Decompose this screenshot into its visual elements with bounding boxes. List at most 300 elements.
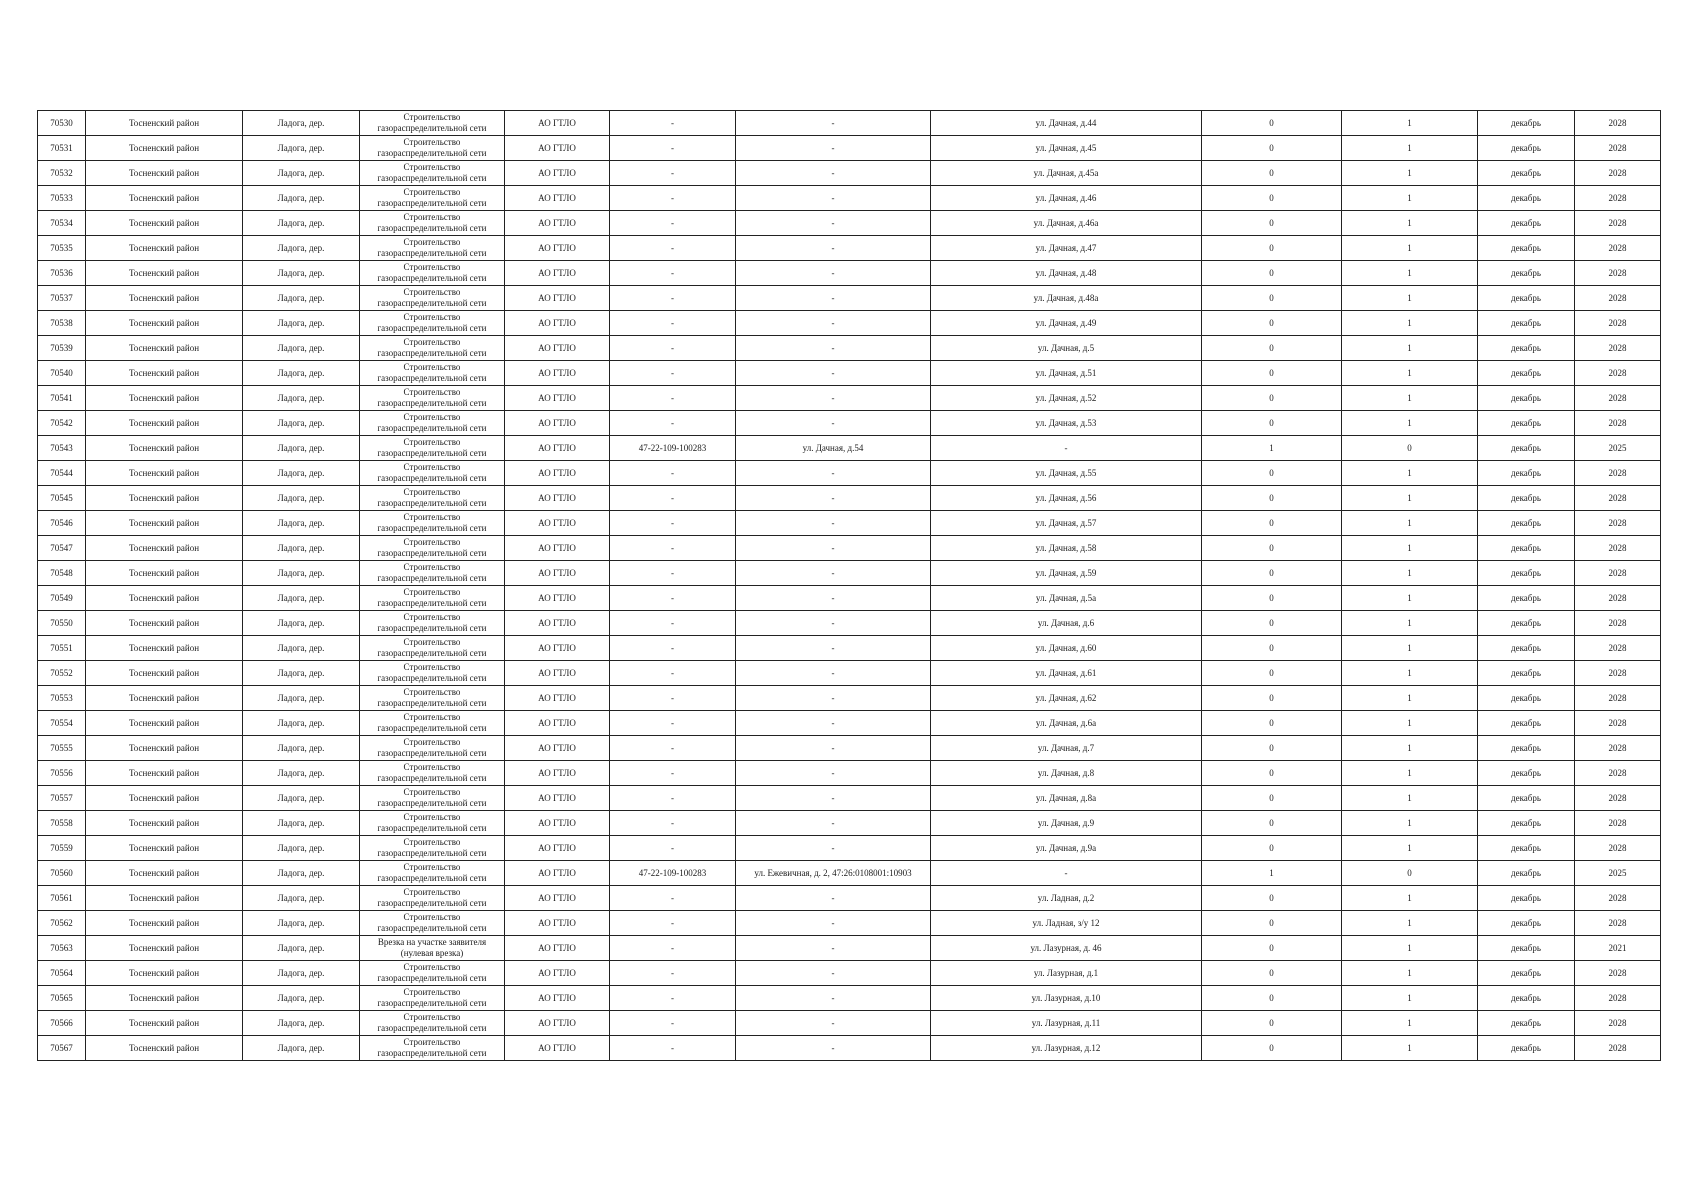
year-cell: 2028 (1575, 361, 1661, 386)
applicant-address-cell: - (736, 961, 931, 986)
table-row (38, 961, 1661, 986)
table-row (38, 911, 1661, 936)
work-type-cell: Врезка на участке заявителя (нулевая врезка) (360, 936, 505, 961)
applicant-address-cell: - (736, 211, 931, 236)
row-number-cell: 70537 (38, 286, 86, 311)
year-cell: 2028 (1575, 611, 1661, 636)
year-cell: 2028 (1575, 336, 1661, 361)
year-cell: 2028 (1575, 136, 1661, 161)
count-b-cell: 1 (1342, 361, 1478, 386)
count-b-cell: 1 (1342, 586, 1478, 611)
settlement-cell: Ладога, дер. (243, 786, 360, 811)
month-cell: декабрь (1478, 861, 1575, 886)
request-number-cell: - (610, 261, 736, 286)
object-address-cell: ул. Дачная, д.44 (931, 111, 1202, 136)
request-number-cell: - (610, 736, 736, 761)
district-cell: Тосненский район (86, 1036, 243, 1061)
count-a-cell: 0 (1202, 611, 1342, 636)
row-number-cell: 70566 (38, 1011, 86, 1036)
object-address-cell: ул. Лазурная, д.12 (931, 1036, 1202, 1061)
row-number-cell: 70531 (38, 136, 86, 161)
organization-cell: АО ГТЛО (505, 911, 610, 936)
district-cell: Тосненский район (86, 911, 243, 936)
row-number-cell: 70554 (38, 711, 86, 736)
count-b-cell: 0 (1342, 861, 1478, 886)
settlement-cell: Ладога, дер. (243, 686, 360, 711)
settlement-cell: Ладога, дер. (243, 436, 360, 461)
year-cell: 2028 (1575, 511, 1661, 536)
request-number-cell: - (610, 461, 736, 486)
row-number-cell: 70544 (38, 461, 86, 486)
organization-cell: АО ГТЛО (505, 536, 610, 561)
request-number-cell: - (610, 311, 736, 336)
district-cell: Тосненский район (86, 436, 243, 461)
request-number-cell: - (610, 186, 736, 211)
organization-cell: АО ГТЛО (505, 661, 610, 686)
request-number-cell: - (610, 786, 736, 811)
work-type-cell: Строительство газораспределительной сети (360, 886, 505, 911)
month-cell: декабрь (1478, 411, 1575, 436)
applicant-address-cell: - (736, 761, 931, 786)
table-row (38, 461, 1661, 486)
applicant-address-cell: - (736, 886, 931, 911)
work-type-cell: Строительство газораспределительной сети (360, 436, 505, 461)
count-a-cell: 0 (1202, 1036, 1342, 1061)
object-address-cell: ул. Дачная, д.46 (931, 186, 1202, 211)
month-cell: декабрь (1478, 711, 1575, 736)
organization-cell: АО ГТЛО (505, 611, 610, 636)
year-cell: 2028 (1575, 1036, 1661, 1061)
work-type-cell: Строительство газораспределительной сети (360, 136, 505, 161)
applicant-address-cell: - (736, 561, 931, 586)
count-b-cell: 1 (1342, 711, 1478, 736)
settlement-cell: Ладога, дер. (243, 486, 360, 511)
count-b-cell: 1 (1342, 986, 1478, 1011)
organization-cell: АО ГТЛО (505, 1011, 610, 1036)
table-row (38, 811, 1661, 836)
district-cell: Тосненский район (86, 886, 243, 911)
month-cell: декабрь (1478, 161, 1575, 186)
count-a-cell: 0 (1202, 736, 1342, 761)
settlement-cell: Ладога, дер. (243, 661, 360, 686)
count-b-cell: 1 (1342, 461, 1478, 486)
district-cell: Тосненский район (86, 611, 243, 636)
applicant-address-cell: - (736, 611, 931, 636)
year-cell: 2028 (1575, 486, 1661, 511)
month-cell: декабрь (1478, 536, 1575, 561)
district-cell: Тосненский район (86, 336, 243, 361)
district-cell: Тосненский район (86, 961, 243, 986)
district-cell: Тосненский район (86, 561, 243, 586)
row-number-cell: 70551 (38, 636, 86, 661)
count-b-cell: 1 (1342, 836, 1478, 861)
count-b-cell: 1 (1342, 886, 1478, 911)
count-b-cell: 0 (1342, 436, 1478, 461)
count-b-cell: 1 (1342, 411, 1478, 436)
request-number-cell: - (610, 636, 736, 661)
row-number-cell: 70550 (38, 611, 86, 636)
count-b-cell: 1 (1342, 736, 1478, 761)
row-number-cell: 70543 (38, 436, 86, 461)
work-type-cell: Строительство газораспределительной сети (360, 211, 505, 236)
table-row (38, 711, 1661, 736)
settlement-cell: Ладога, дер. (243, 561, 360, 586)
count-b-cell: 1 (1342, 286, 1478, 311)
count-b-cell: 1 (1342, 211, 1478, 236)
year-cell: 2028 (1575, 186, 1661, 211)
row-number-cell: 70542 (38, 411, 86, 436)
table-row (38, 411, 1661, 436)
month-cell: декабрь (1478, 586, 1575, 611)
district-cell: Тосненский район (86, 211, 243, 236)
request-number-cell: - (610, 486, 736, 511)
organization-cell: АО ГТЛО (505, 786, 610, 811)
organization-cell: АО ГТЛО (505, 336, 610, 361)
month-cell: декабрь (1478, 761, 1575, 786)
request-number-cell: - (610, 411, 736, 436)
count-a-cell: 0 (1202, 961, 1342, 986)
applicant-address-cell: - (736, 511, 931, 536)
count-a-cell: 0 (1202, 311, 1342, 336)
district-cell: Тосненский район (86, 386, 243, 411)
year-cell: 2028 (1575, 636, 1661, 661)
month-cell: декабрь (1478, 886, 1575, 911)
work-type-cell: Строительство газораспределительной сети (360, 736, 505, 761)
object-address-cell: ул. Дачная, д.58 (931, 536, 1202, 561)
request-number-cell: - (610, 211, 736, 236)
count-b-cell: 1 (1342, 561, 1478, 586)
object-address-cell: ул. Дачная, д.48а (931, 286, 1202, 311)
object-address-cell: ул. Дачная, д.57 (931, 511, 1202, 536)
month-cell: декабрь (1478, 361, 1575, 386)
year-cell: 2028 (1575, 386, 1661, 411)
count-b-cell: 1 (1342, 936, 1478, 961)
month-cell: декабрь (1478, 511, 1575, 536)
month-cell: декабрь (1478, 1036, 1575, 1061)
year-cell: 2028 (1575, 461, 1661, 486)
object-address-cell: ул. Дачная, д.49 (931, 311, 1202, 336)
organization-cell: АО ГТЛО (505, 986, 610, 1011)
work-type-cell: Строительство газораспределительной сети (360, 386, 505, 411)
year-cell: 2028 (1575, 411, 1661, 436)
request-number-cell: - (610, 661, 736, 686)
organization-cell: АО ГТЛО (505, 961, 610, 986)
month-cell: декабрь (1478, 436, 1575, 461)
row-number-cell: 70546 (38, 511, 86, 536)
count-b-cell: 1 (1342, 811, 1478, 836)
settlement-cell: Ладога, дер. (243, 536, 360, 561)
object-address-cell: ул. Дачная, д.6а (931, 711, 1202, 736)
applicant-address-cell: - (736, 486, 931, 511)
applicant-address-cell: - (736, 711, 931, 736)
work-type-cell: Строительство газораспределительной сети (360, 911, 505, 936)
applicant-address-cell: - (736, 136, 931, 161)
table-row (38, 436, 1661, 461)
object-address-cell: ул. Дачная, д.9 (931, 811, 1202, 836)
row-number-cell: 70548 (38, 561, 86, 586)
row-number-cell: 70562 (38, 911, 86, 936)
request-number-cell: - (610, 686, 736, 711)
count-a-cell: 0 (1202, 711, 1342, 736)
count-a-cell: 0 (1202, 536, 1342, 561)
count-a-cell: 0 (1202, 686, 1342, 711)
applicant-address-cell: - (736, 286, 931, 311)
organization-cell: АО ГТЛО (505, 186, 610, 211)
count-a-cell: 0 (1202, 411, 1342, 436)
month-cell: декабрь (1478, 336, 1575, 361)
month-cell: декабрь (1478, 561, 1575, 586)
year-cell: 2028 (1575, 686, 1661, 711)
organization-cell: АО ГТЛО (505, 686, 610, 711)
year-cell: 2028 (1575, 836, 1661, 861)
object-address-cell: ул. Дачная, д.8а (931, 786, 1202, 811)
row-number-cell: 70558 (38, 811, 86, 836)
year-cell: 2028 (1575, 161, 1661, 186)
work-type-cell: Строительство газораспределительной сети (360, 586, 505, 611)
work-type-cell: Строительство газораспределительной сети (360, 811, 505, 836)
data-table (37, 110, 1661, 1061)
year-cell: 2028 (1575, 211, 1661, 236)
organization-cell: АО ГТЛО (505, 1036, 610, 1061)
settlement-cell: Ладога, дер. (243, 961, 360, 986)
request-number-cell: - (610, 936, 736, 961)
applicant-address-cell: - (736, 811, 931, 836)
settlement-cell: Ладога, дер. (243, 886, 360, 911)
settlement-cell: Ладога, дер. (243, 861, 360, 886)
organization-cell: АО ГТЛО (505, 411, 610, 436)
district-cell: Тосненский район (86, 1011, 243, 1036)
year-cell: 2028 (1575, 1011, 1661, 1036)
month-cell: декабрь (1478, 736, 1575, 761)
table-row (38, 261, 1661, 286)
table-row (38, 186, 1661, 211)
request-number-cell: - (610, 136, 736, 161)
count-a-cell: 0 (1202, 486, 1342, 511)
applicant-address-cell: - (736, 161, 931, 186)
request-number-cell: - (610, 911, 736, 936)
organization-cell: АО ГТЛО (505, 886, 610, 911)
work-type-cell: Строительство газораспределительной сети (360, 711, 505, 736)
applicant-address-cell: - (736, 586, 931, 611)
count-a-cell: 1 (1202, 861, 1342, 886)
count-a-cell: 0 (1202, 761, 1342, 786)
applicant-address-cell: - (736, 236, 931, 261)
district-cell: Тосненский район (86, 111, 243, 136)
object-address-cell: ул. Лазурная, д.11 (931, 1011, 1202, 1036)
table-row (38, 111, 1661, 136)
count-b-cell: 1 (1342, 386, 1478, 411)
object-address-cell: ул. Дачная, д.5 (931, 336, 1202, 361)
request-number-cell: - (610, 761, 736, 786)
object-address-cell: ул. Дачная, д.7 (931, 736, 1202, 761)
row-number-cell: 70559 (38, 836, 86, 861)
row-number-cell: 70535 (38, 236, 86, 261)
request-number-cell: - (610, 386, 736, 411)
work-type-cell: Строительство газораспределительной сети (360, 611, 505, 636)
count-b-cell: 1 (1342, 161, 1478, 186)
year-cell: 2028 (1575, 711, 1661, 736)
applicant-address-cell: - (736, 336, 931, 361)
work-type-cell: Строительство газораспределительной сети (360, 261, 505, 286)
count-a-cell: 0 (1202, 336, 1342, 361)
organization-cell: АО ГТЛО (505, 236, 610, 261)
settlement-cell: Ладога, дер. (243, 1011, 360, 1036)
organization-cell: АО ГТЛО (505, 136, 610, 161)
table-body (38, 111, 1661, 1061)
count-b-cell: 1 (1342, 261, 1478, 286)
work-type-cell: Строительство газораспределительной сети (360, 561, 505, 586)
month-cell: декабрь (1478, 136, 1575, 161)
organization-cell: АО ГТЛО (505, 386, 610, 411)
object-address-cell: ул. Дачная, д.52 (931, 386, 1202, 411)
table-row (38, 536, 1661, 561)
settlement-cell: Ладога, дер. (243, 936, 360, 961)
organization-cell: АО ГТЛО (505, 111, 610, 136)
object-address-cell: ул. Дачная, д.6 (931, 611, 1202, 636)
row-number-cell: 70555 (38, 736, 86, 761)
month-cell: декабрь (1478, 211, 1575, 236)
month-cell: декабрь (1478, 111, 1575, 136)
organization-cell: АО ГТЛО (505, 736, 610, 761)
settlement-cell: Ладога, дер. (243, 336, 360, 361)
settlement-cell: Ладога, дер. (243, 836, 360, 861)
row-number-cell: 70567 (38, 1036, 86, 1061)
object-address-cell: ул. Дачная, д.48 (931, 261, 1202, 286)
district-cell: Тосненский район (86, 186, 243, 211)
organization-cell: АО ГТЛО (505, 636, 610, 661)
work-type-cell: Строительство газораспределительной сети (360, 486, 505, 511)
request-number-cell: - (610, 286, 736, 311)
count-a-cell: 0 (1202, 236, 1342, 261)
count-a-cell: 0 (1202, 111, 1342, 136)
count-a-cell: 0 (1202, 386, 1342, 411)
work-type-cell: Строительство газораспределительной сети (360, 361, 505, 386)
month-cell: декабрь (1478, 186, 1575, 211)
district-cell: Тосненский район (86, 711, 243, 736)
row-number-cell: 70539 (38, 336, 86, 361)
year-cell: 2028 (1575, 536, 1661, 561)
organization-cell: АО ГТЛО (505, 361, 610, 386)
settlement-cell: Ладога, дер. (243, 386, 360, 411)
work-type-cell: Строительство газораспределительной сети (360, 111, 505, 136)
month-cell: декабрь (1478, 786, 1575, 811)
count-a-cell: 0 (1202, 886, 1342, 911)
settlement-cell: Ладога, дер. (243, 286, 360, 311)
applicant-address-cell: - (736, 786, 931, 811)
row-number-cell: 70564 (38, 961, 86, 986)
month-cell: декабрь (1478, 986, 1575, 1011)
count-b-cell: 1 (1342, 511, 1478, 536)
year-cell: 2028 (1575, 286, 1661, 311)
count-b-cell: 1 (1342, 1011, 1478, 1036)
object-address-cell: - (931, 436, 1202, 461)
table-row (38, 136, 1661, 161)
applicant-address-cell: - (736, 361, 931, 386)
applicant-address-cell: - (736, 1036, 931, 1061)
row-number-cell: 70563 (38, 936, 86, 961)
row-number-cell: 70541 (38, 386, 86, 411)
table-row (38, 161, 1661, 186)
table-row (38, 736, 1661, 761)
settlement-cell: Ладога, дер. (243, 736, 360, 761)
table-row (38, 611, 1661, 636)
row-number-cell: 70533 (38, 186, 86, 211)
work-type-cell: Строительство газораспределительной сети (360, 461, 505, 486)
district-cell: Тосненский район (86, 636, 243, 661)
row-number-cell: 70561 (38, 886, 86, 911)
applicant-address-cell: ул. Ежевичная, д. 2, 47:26:0108001:10903 (736, 861, 931, 886)
row-number-cell: 70532 (38, 161, 86, 186)
request-number-cell: 47-22-109-100283 (610, 861, 736, 886)
request-number-cell: - (610, 586, 736, 611)
organization-cell: АО ГТЛО (505, 761, 610, 786)
organization-cell: АО ГТЛО (505, 311, 610, 336)
work-type-cell: Строительство газораспределительной сети (360, 1036, 505, 1061)
request-number-cell: - (610, 536, 736, 561)
applicant-address-cell: - (736, 736, 931, 761)
year-cell: 2028 (1575, 661, 1661, 686)
work-type-cell: Строительство газораспределительной сети (360, 411, 505, 436)
organization-cell: АО ГТЛО (505, 461, 610, 486)
count-b-cell: 1 (1342, 1036, 1478, 1061)
month-cell: декабрь (1478, 911, 1575, 936)
district-cell: Тосненский район (86, 261, 243, 286)
work-type-cell: Строительство газораспределительной сети (360, 511, 505, 536)
month-cell: декабрь (1478, 236, 1575, 261)
row-number-cell: 70556 (38, 761, 86, 786)
request-number-cell: - (610, 961, 736, 986)
count-b-cell: 1 (1342, 611, 1478, 636)
row-number-cell: 70565 (38, 986, 86, 1011)
work-type-cell: Строительство газораспределительной сети (360, 311, 505, 336)
district-cell: Тосненский район (86, 761, 243, 786)
table-row (38, 236, 1661, 261)
table-row (38, 936, 1661, 961)
settlement-cell: Ладога, дер. (243, 586, 360, 611)
year-cell: 2028 (1575, 786, 1661, 811)
request-number-cell: - (610, 236, 736, 261)
settlement-cell: Ладога, дер. (243, 811, 360, 836)
object-address-cell: ул. Лазурная, д.1 (931, 961, 1202, 986)
applicant-address-cell: - (736, 836, 931, 861)
table-row (38, 511, 1661, 536)
row-number-cell: 70534 (38, 211, 86, 236)
count-a-cell: 0 (1202, 511, 1342, 536)
settlement-cell: Ладога, дер. (243, 236, 360, 261)
district-cell: Тосненский район (86, 661, 243, 686)
organization-cell: АО ГТЛО (505, 261, 610, 286)
settlement-cell: Ладога, дер. (243, 711, 360, 736)
organization-cell: АО ГТЛО (505, 836, 610, 861)
settlement-cell: Ладога, дер. (243, 1036, 360, 1061)
work-type-cell: Строительство газораспределительной сети (360, 1011, 505, 1036)
request-number-cell: - (610, 711, 736, 736)
year-cell: 2028 (1575, 561, 1661, 586)
applicant-address-cell: - (736, 261, 931, 286)
table-row (38, 686, 1661, 711)
request-number-cell: - (610, 836, 736, 861)
object-address-cell: ул. Лазурная, д. 46 (931, 936, 1202, 961)
object-address-cell: ул. Дачная, д.55 (931, 461, 1202, 486)
row-number-cell: 70538 (38, 311, 86, 336)
object-address-cell: ул. Дачная, д.45а (931, 161, 1202, 186)
year-cell: 2028 (1575, 236, 1661, 261)
count-b-cell: 1 (1342, 686, 1478, 711)
row-number-cell: 70549 (38, 586, 86, 611)
table-row (38, 1036, 1661, 1061)
month-cell: декабрь (1478, 486, 1575, 511)
object-address-cell: - (931, 861, 1202, 886)
